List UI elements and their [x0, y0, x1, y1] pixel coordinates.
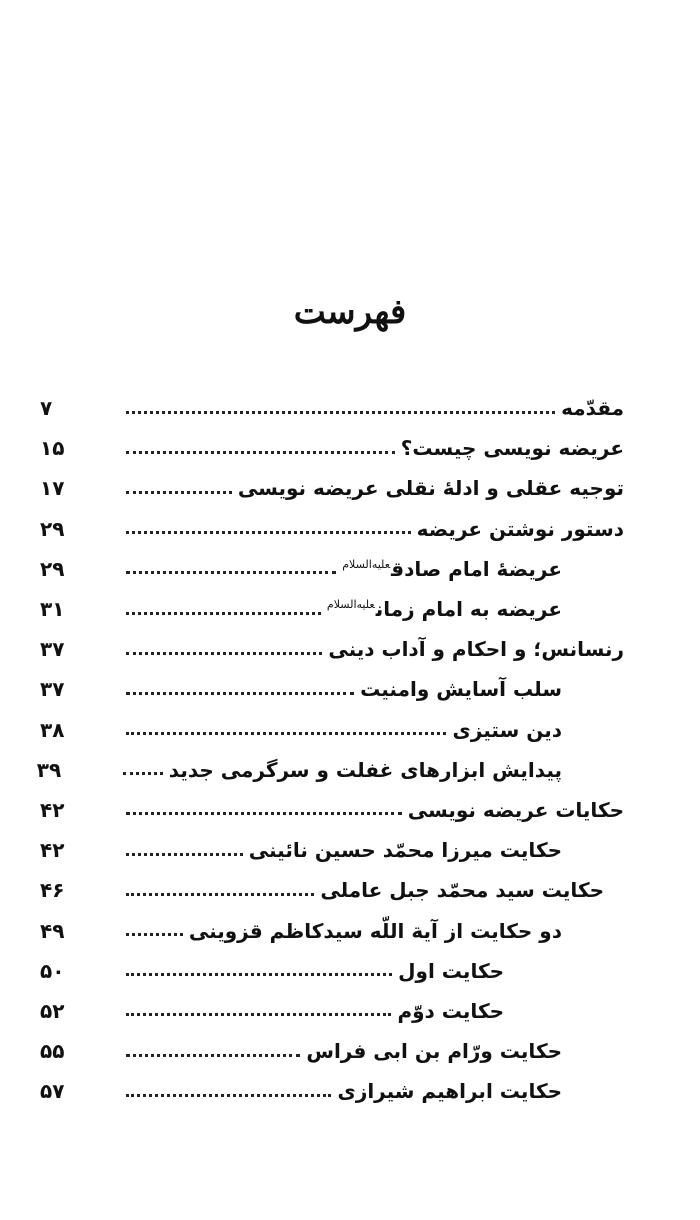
toc-entry: [40, 1031, 624, 1071]
toc-entry-page-number: ۵۵: [40, 1039, 65, 1064]
dot-leader: [126, 451, 395, 454]
toc-entry-title: [561, 396, 624, 420]
toc-entry-title-text: رنسانس؛ و احکام و آداب دینی: [328, 637, 624, 662]
toc-entry-page-number: ۷: [40, 396, 53, 421]
toc-entry-title: [417, 517, 624, 541]
toc-entry-page-number: ۲۹: [40, 556, 65, 581]
dot-leader: [126, 1094, 331, 1097]
toc-entry: [40, 509, 624, 549]
toc-entry: [40, 589, 624, 629]
toc-entry-title-text: حکایت میرزا محمّد حسین نائینی: [248, 838, 562, 863]
honorific-mark: علیه‌السلام: [342, 558, 391, 572]
dot-leader: [126, 491, 232, 494]
dot-leader: [126, 933, 183, 936]
toc-entry-title: [328, 637, 624, 661]
toc-entry-title-text: حکایت ابراهیم شیرازی: [337, 1079, 562, 1104]
toc-entry-page-number: ۳۸: [40, 717, 65, 742]
toc-entry-title-text: حکایات عریضه نویسی: [407, 797, 624, 822]
toc-entry-title: [408, 798, 624, 822]
toc-entry-title: [238, 476, 624, 500]
toc-entry-title-text: مقدّمه: [561, 396, 624, 421]
toc-entry-title-text: توجیه عقلی و ادلۀ نقلی عریضه نویسی: [237, 476, 624, 501]
dot-leader: [126, 692, 354, 695]
toc-entry-title-text: عریضۀ امام صادق: [391, 556, 562, 581]
toc-entry: [40, 951, 624, 991]
toc-entry-title-text: دین ستیزی: [452, 717, 562, 742]
toc-entry: [40, 710, 624, 750]
dot-leader: [126, 812, 402, 815]
dot-leader: [126, 411, 555, 414]
toc-entry-title: [342, 557, 562, 581]
dot-leader: [126, 893, 314, 896]
toc-entry-title: [401, 436, 624, 460]
toc-entry-title: [360, 677, 562, 701]
toc-entry-title: [169, 758, 562, 782]
honorific-mark: علیه‌السلام: [326, 598, 375, 612]
toc-entry-title: [398, 959, 504, 983]
page-title: فهرست: [293, 292, 407, 332]
dot-leader: [126, 1013, 391, 1016]
toc-entry-page-number: ۴۲: [40, 838, 65, 863]
toc-entry-title-text: پیدایش ابزارهای غفلت و سرگرمی جدید: [168, 757, 562, 782]
toc-entry: [40, 910, 624, 950]
toc-entry: [40, 468, 624, 508]
toc-entry: [40, 1071, 624, 1111]
toc-entry-title: [320, 878, 604, 902]
dot-leader: [126, 531, 411, 534]
toc-entry-page-number: ۵۲: [40, 998, 65, 1023]
toc-entry-title: [327, 597, 562, 621]
toc-entry-title-text: حکایت اول: [398, 958, 504, 983]
toc-entry-title-text: سلب آسایش وامنیت: [360, 677, 562, 702]
toc-entry-title: [397, 999, 504, 1023]
toc-entry-page-number: ۱۷: [40, 476, 65, 501]
toc-entry-title-text: دستور نوشتن عریضه: [416, 516, 624, 541]
toc-entry-title: [249, 838, 562, 862]
toc-entry: [40, 830, 624, 870]
toc-entry-title: [189, 919, 562, 943]
toc-entry-page-number: ۳۷: [40, 637, 65, 662]
toc-entry-page-number: ۳۷: [40, 677, 65, 702]
toc-entry-title: [452, 718, 562, 742]
toc-entry-page-number: ۲۹: [40, 516, 65, 541]
toc-entry-title-text: دو حکایت از آیة اللّه سیدکاظم قزوینی: [188, 918, 562, 943]
toc-entry-page-number: ۳۹: [36, 757, 62, 782]
toc-entry: [40, 669, 624, 709]
toc-entry: [40, 870, 624, 910]
toc-entry-title-text: عریضه نویسی چیست؟: [400, 436, 624, 461]
toc-entry: [40, 629, 624, 669]
toc-entry-page-number: ۱۵: [40, 436, 65, 461]
toc-entry-page-number: ۴۶: [40, 878, 65, 903]
dot-leader: [126, 1054, 300, 1057]
dot-leader: [126, 612, 321, 615]
toc-entry-title-text: حکایت ورّام بن ابی فراس: [306, 1039, 562, 1064]
toc-entry-page-number: ۴۹: [40, 918, 65, 943]
toc-entry-page-number: ۳۱: [40, 597, 65, 622]
toc-entry-title: [337, 1079, 562, 1103]
dot-leader: [126, 853, 243, 856]
dot-leader: [126, 732, 446, 735]
toc-entry-page-number: ۴۲: [40, 797, 65, 822]
toc-entry: [36, 750, 624, 790]
toc-entry: [40, 428, 624, 468]
toc-entry-title-text: عریضه به امام زمان: [375, 597, 562, 622]
toc-entry-title-text: حکایت دوّم: [397, 998, 504, 1023]
toc-entry-page-number: ۵۷: [40, 1079, 65, 1104]
toc-entry: [40, 549, 624, 589]
toc-entry: [40, 790, 624, 830]
toc-entry-page-number: ۵۰: [40, 958, 65, 983]
dot-leader: [123, 772, 163, 775]
toc-entry: [40, 388, 624, 428]
toc-entry: [40, 991, 624, 1031]
toc-entry-title: [306, 1039, 562, 1063]
dot-leader: [126, 571, 336, 574]
toc-entry-title-text: حکایت سید محمّد جبل عاملی: [320, 878, 604, 903]
dot-leader: [126, 652, 322, 655]
dot-leader: [126, 973, 392, 976]
table-of-contents: [36, 388, 624, 1111]
